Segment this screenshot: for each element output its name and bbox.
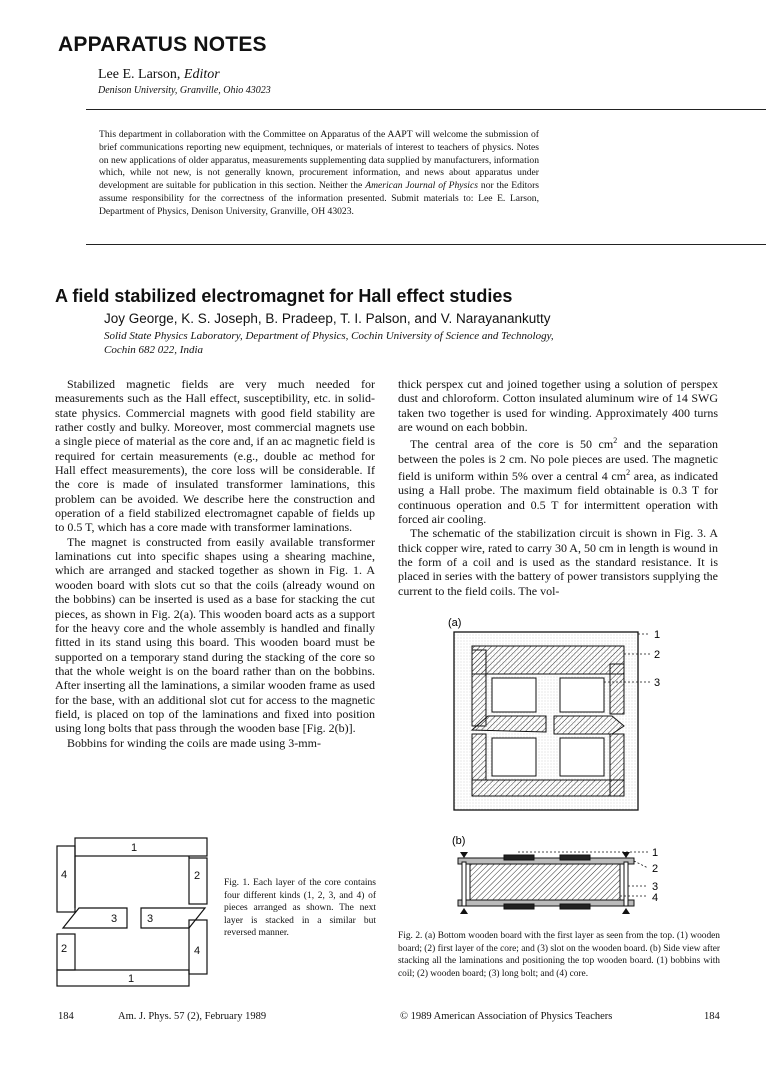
text-run: and the separation between the poles is 2 cm. No pole pieces are used. The magnetic field is uniform within 5% over a central 4 cm <box>398 437 718 484</box>
fig2a-slot <box>492 738 536 776</box>
affiliation-line-1: Solid State Physics Laboratory, Department of Physics, Cochin University of Science and Technology, <box>104 330 554 342</box>
fig2b-callout: 2 <box>652 863 659 875</box>
editor-name: Lee E. Larson, <box>98 67 184 82</box>
footer-page-number-right: 184 <box>704 1011 720 1022</box>
intro-text-1: This department in collaboration with the Committee on Apparatus of the AAPT will welcome the submission of brief communications reporting new equipment, techniques, or materials of interest to teachers of physics. Notes on new applications of older apparatus, measurements supplementing data supplied by manufacturers, information which, while not new, is not generally known, procurement information, and news about apparatus under development are suitable for publication in this section. Neither the <box>99 129 539 192</box>
editor-role: Editor <box>183 67 220 82</box>
fig2a-callout: 2 <box>654 649 661 661</box>
body-column-left <box>55 377 375 750</box>
fig2b-bobbin <box>504 855 534 860</box>
intro-journal: American Journal of Physics <box>365 180 478 192</box>
fig2b-bottom-board <box>458 900 634 906</box>
fig2a-core-left-upper <box>472 650 486 726</box>
bottom-rule <box>86 244 766 245</box>
paragraph: The magnet is constructed from easily available transformer laminations cut into specific shapes using a shearing machine, which are arranged and stacked together as shown in Fig. 1. A wooden board with slots cut so that the coils (already wound on the bobbins) can be inserted is used as a base for stacking the cut pieces, as shown in Fig. 2(a). This wooden board acts as a support for the heavy core and the whole assembly is handled and finally fitted in its stand using this board. This wooden board must be supported on a temporary stand during the stacking of the core so that the whole weight is on the board rather than on the bobbins. After inserting all the laminations, a similar wooden frame as used for the base, with an additional slot cut for access to the magnetic field, is placed on top of the laminations and fixed into position using long bolts that pass through the wooden base [Fig. 2(b)]. <box>55 534 375 736</box>
authors: Joy George, K. S. Joseph, B. Pradeep, T. I. Palson, and V. Narayanankutty <box>104 311 551 326</box>
fig2a-core-mid-right <box>554 716 624 734</box>
fig2b-bobbin <box>504 904 534 909</box>
fig2b-bobbin <box>560 855 590 860</box>
fig2b-callout: 4 <box>652 892 659 904</box>
figure-1-diagram <box>55 836 215 988</box>
paragraph: Bobbins for winding the coils are made using 3-mm- <box>67 735 321 750</box>
text-run: The central area of the core is 50 cm <box>410 437 614 452</box>
fig1-label: 3 <box>147 913 154 925</box>
paragraph <box>398 434 718 526</box>
fig2a-slot <box>560 678 604 712</box>
fig1-label: 1 <box>131 842 138 854</box>
fig2-panel-b-label: (b) <box>452 835 466 847</box>
superscript: 2 <box>613 436 618 446</box>
fig2-panel-a-label: (a) <box>448 617 462 629</box>
paragraph: Stabilized magnetic fields are very much needed for measurements such as the Hall effect, susceptibility, etc. in solid-state physics. Commercial magnets with good field stability are rather costly and bulky. Moreover, most commercial magnets use a single piece of material as the core and, if an ac magnetic field is required for certain measurements (e.g., double ac method for Hall effect measurements), the core loss will be considerable. If the core is made of insulated transformer laminations, this problem can be avoided. We describe here the construction and operation of a field stabilized electromagnet capable of fields up to 0.5 T, which has a core made with transformer laminations. <box>55 377 375 535</box>
superscript: 2 <box>626 468 631 478</box>
text-run: area, as indicated using a Hall probe. The maximum field obtainable is 0.3 T for continuous operation and 0.5 T for intermittent operation with forced air cooling. <box>398 469 718 527</box>
editor-line <box>98 67 220 83</box>
fig1-label: 2 <box>61 943 68 955</box>
top-rule <box>86 109 766 110</box>
fig2b-core <box>470 864 620 900</box>
footer-page-number-left: 184 <box>58 1011 74 1022</box>
fig1-label: 3 <box>111 913 118 925</box>
affiliation-line-2: Cochin 682 022, India <box>104 344 203 356</box>
footer-journal-citation: Am. J. Phys. 57 (2), February 1989 <box>118 1011 267 1022</box>
department-intro <box>99 129 539 219</box>
fig1-piece-3-left <box>63 908 127 928</box>
fig2a-core-right-upper <box>610 664 624 714</box>
footer-copyright: © 1989 American Association of Physics Teachers <box>400 1011 613 1022</box>
paragraph: thick perspex cut and joined together using a solution of perspex dust and chloroform. Cotton insulated aluminum wire of 14 SWG taken two together is used for winding. Approximately 400 turns are wound on each bobbin. <box>398 377 718 435</box>
fig2a-core-top <box>472 646 624 674</box>
author-affiliation <box>104 329 724 357</box>
fig1-label: 1 <box>128 973 135 985</box>
article-title: A field stabilized electromagnet for Hall effect studies <box>55 286 513 306</box>
fig2a-slot <box>560 738 604 776</box>
fig2a-callout: 3 <box>654 677 661 689</box>
paragraph: The schematic of the stabilization circuit is shown in Fig. 3. A thick copper wire, rated to carry 30 A, 50 cm in length is wound in the form of a coil and is used as the standard resistance. It is placed in series with the battery of power transistors supplying the current to the field coils. The vol- <box>398 526 718 598</box>
fig1-piece-1-top <box>75 838 207 856</box>
fig2a-core-left-lower <box>472 734 486 780</box>
body-column-right <box>398 377 718 598</box>
fig2b-callout: 1 <box>652 847 659 859</box>
fig2b-bolt-right <box>624 862 628 906</box>
figure-1-caption: Fig. 1. Each layer of the core contains four different kinds (1, 2, 3, and 4) of pieces arranged as shown. The next layer is stacked in a similar but reversed manner. <box>224 878 376 938</box>
editor-affiliation: Denison University, Granville, Ohio 43023 <box>98 85 271 96</box>
fig2a-slot <box>492 678 536 712</box>
section-title: APPARATUS NOTES <box>58 33 267 56</box>
fig2a-core-bottom <box>472 780 624 796</box>
fig1-label: 4 <box>194 945 201 957</box>
figure-2-caption: Fig. 2. (a) Bottom wooden board with the first layer as seen from the top. (1) wooden board; (2) first layer of the core; and (3) slot on the wooden board. (b) Side view after stacking all the laminations and positioning the top wooden board. (1) bobbins with coil; (2) wooden board; (3) long bolt; and (4) core. <box>398 931 720 979</box>
fig1-label: 4 <box>61 869 68 881</box>
intro-text-2: nor the Editors assume responsibility for the correctness of the information presented. Submit materials to: Lee E. Larson, Department of Physics, Denison University, Granville, OH 43023. <box>99 180 540 217</box>
fig2a-callout: 1 <box>654 629 661 641</box>
fig2b-callout: 3 <box>652 881 659 893</box>
fig2b-bolt-left <box>462 862 466 906</box>
figure-2-diagram <box>448 616 688 916</box>
fig1-label: 2 <box>194 870 201 882</box>
fig2b-top-board <box>458 858 634 864</box>
fig1-piece-1-bottom <box>57 970 189 986</box>
fig2b-bobbin <box>560 904 590 909</box>
